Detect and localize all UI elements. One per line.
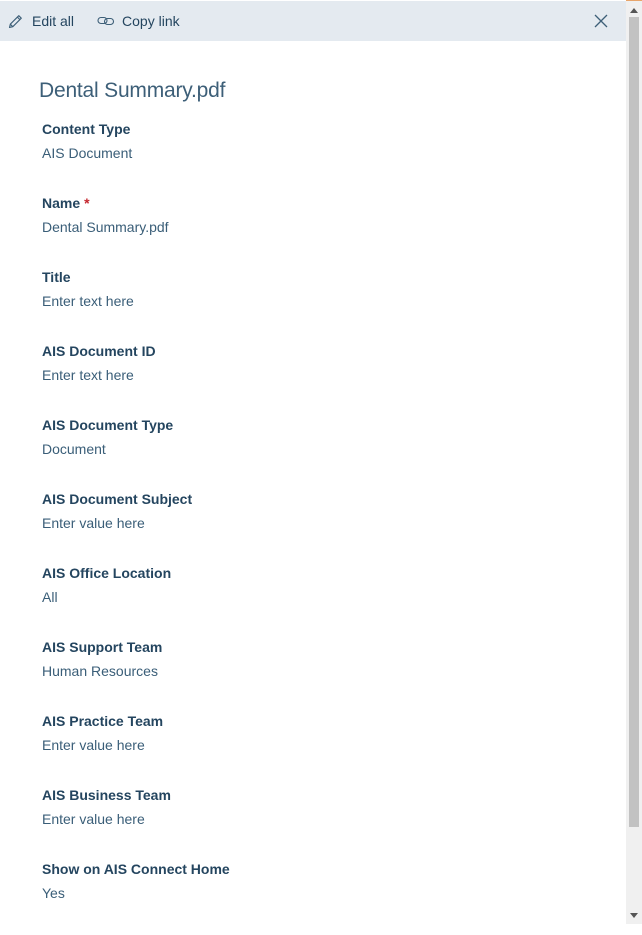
command-bar — [0, 1, 626, 41]
field-ais-document-subject — [42, 491, 602, 565]
field-label: AIS Business Team — [42, 787, 171, 803]
field-label: Name * — [42, 195, 90, 211]
scroll-down-arrow-icon[interactable] — [630, 913, 638, 918]
field-name — [42, 195, 602, 269]
field-label: AIS Document Type — [42, 417, 174, 433]
field-value[interactable]: Document — [42, 441, 106, 457]
field-ais-practice-team — [42, 713, 602, 787]
field-label: AIS Document Subject — [42, 491, 193, 507]
vertical-scrollbar[interactable] — [626, 1, 642, 924]
field-ais-document-id — [42, 343, 602, 417]
copy-link-label: Copy link — [122, 13, 180, 29]
field-label: AIS Practice Team — [42, 713, 164, 729]
field-label: Content Type — [42, 121, 131, 137]
field-value[interactable]: Human Resources — [42, 663, 158, 679]
field-value[interactable]: All — [42, 589, 58, 605]
edit-all-label: Edit all — [32, 13, 75, 29]
field-label: Show on AIS Connect Home — [42, 861, 230, 877]
field-label: AIS Office Location — [42, 565, 172, 581]
link-icon — [97, 14, 115, 28]
field-ais-office-location — [42, 565, 602, 639]
scrollbar-thumb[interactable] — [629, 17, 639, 827]
field-value[interactable]: Yes — [42, 885, 65, 901]
scroll-up-arrow-icon[interactable] — [630, 8, 638, 13]
field-label: Title — [42, 269, 71, 285]
field-title — [42, 269, 602, 343]
field-ais-document-type — [42, 417, 602, 491]
field-value[interactable]: Enter text here — [42, 293, 134, 309]
field-value[interactable]: AIS Document — [42, 145, 133, 161]
document-title: Dental Summary.pdf — [39, 79, 226, 102]
field-ais-support-team — [42, 639, 602, 713]
field-value[interactable]: Enter text here — [42, 367, 134, 383]
field-value[interactable]: Enter value here — [42, 515, 145, 531]
close-button[interactable] — [593, 13, 609, 29]
properties-list — [42, 121, 602, 935]
close-icon — [593, 16, 609, 33]
field-ais-business-team — [42, 787, 602, 861]
copy-link-button[interactable] — [97, 1, 180, 41]
field-value[interactable]: Enter value here — [42, 737, 145, 753]
pencil-icon — [7, 13, 24, 30]
field-label: AIS Support Team — [42, 639, 163, 655]
field-value[interactable]: Enter value here — [42, 811, 145, 827]
required-marker: * — [84, 195, 90, 211]
edit-all-button[interactable] — [7, 1, 74, 41]
field-value[interactable]: Dental Summary.pdf — [42, 219, 169, 235]
field-label: AIS Document ID — [42, 343, 156, 359]
field-content-type — [42, 121, 602, 195]
